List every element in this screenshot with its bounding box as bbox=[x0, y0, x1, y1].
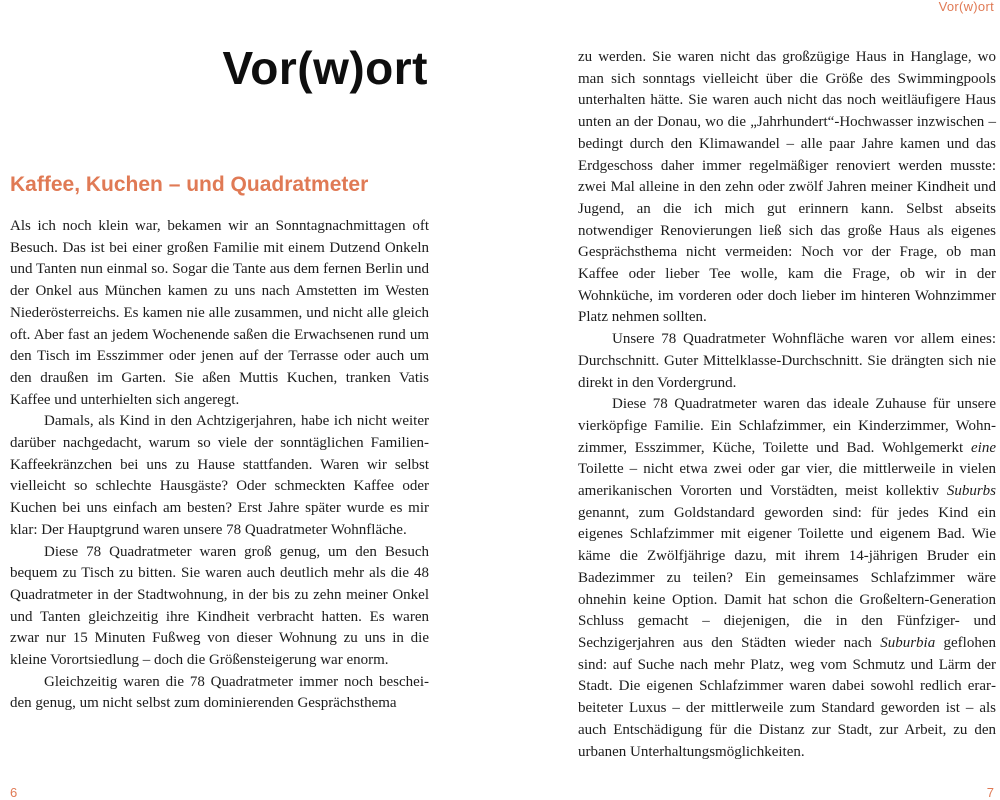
paragraph bbox=[578, 394, 996, 763]
paragraph: Gleichzeitig waren die 78 Quadratmeter immer noch bescheiden genug, um nicht selbst zum dominierenden Gesprächsthema bbox=[10, 673, 429, 712]
emphasis-text: Suburbs bbox=[946, 483, 996, 500]
paragraph: Damals, als Kind in den Achtzigerjahren, habe ich nicht weiter darüber nachgedacht, warum so viele der sonntäglichen Familien-Kaffeekränzchen bei uns zu Hause stattfanden. Waren wir selbst vielleicht so schlechte Hausgäste? Oder schmeckten Kaffee oder Kuchen bei uns einfach am besten? Erst Jahre später wurde es mir klar: Der Hauptgrund waren unsere 78 Quadratmeter Wohnfläche. bbox=[10, 413, 429, 538]
text-run: Diese 78 Quadratmeter waren das ideale Zuhause für unsere vierköpfige Familie. Ein Schlafzimmer, ein Kinderzimmer, Wohnzimmer, Esszimmer, Küche, Toilette und Bad. Wohlgemerkt bbox=[578, 396, 996, 456]
page-number-right: 7 bbox=[986, 785, 994, 800]
left-page-column bbox=[10, 216, 429, 715]
paragraph: zu werden. Sie waren nicht das großzügige Haus in Hanglage, wo man sich sonntags vielleicht über die Größe des Swimmingpools unterhalten hätte. Sie waren auch nicht das noch weitläufigere Haus unten an der Donau, wo die „Jahrhundert“-Hochwasser inzwischen – bedingt durch den Klimawandel – alle paar Jahre kamen und das Erdgeschoss daher immer regelmäßiger renoviert werden musste: zwei Mal alleine in den zehn oder zwölf Jahren meiner Kindheit und Jugend, an die ich mich gut erinnern kann. Selbst abseits notwendiger Renovierungen ließ sich das große Haus als eigenes Gesprächsthema nicht vermeiden: Noch vor der Frage, ob man Kaffee oder lieber Tee wolle, kam die Frage, ob wir in der Wohnküche, im vorderen oder doch lieber im hinteren Wohnzimmer Platz nehmen sollten. bbox=[578, 49, 996, 326]
emphasis-text: Suburbia bbox=[880, 634, 936, 651]
page-number-left: 6 bbox=[10, 785, 18, 800]
text-run: geflohen sind: auf Suche nach mehr Platz, weg vom Schmutz und Lärm der Stadt. Die eigenen Schlafzimmer waren dabei sowohl redlich erarbeiteter Luxus – der mittlerweile zum Standard geworden ist – als auch Entschädigung für die Distanz zur Stadt, zur Arbeit, zu den urbanen Unterhaltungsmöglichkeiten. bbox=[578, 634, 996, 760]
paragraph: Unsere 78 Quadratmeter Wohnfläche waren vor allem eines: Durchschnitt. Guter Mittelklasse-Durchschnitt. Sie drängten sich nie direkt in den Vordergrund. bbox=[578, 331, 996, 391]
section-heading: Kaffee, Kuchen – und Quadratmeter bbox=[10, 173, 369, 196]
text-run: genannt, zum Goldstandard geworden sind: für jedes Kind ein eigenes Schlafzimmer mit eigener Toilette und eigenem Bad. Wie käme die Zwölfjährige dazu, mit ihrem 14-jährigen Bruder ein Badezimmer zu teilen? Ein gemeinsames Schlafzimmer wäre ohnehin keine Option. Damit hat schon die Großeltern-Generation Schluss gemacht – diejenigen, die in den Fünfziger- und Sechzigerjahren aus den Städten wieder nach bbox=[578, 504, 996, 651]
running-head: Vor(w)ort bbox=[938, 0, 994, 14]
text-run: Toilette – nicht etwa zwei oder gar vier, die mittlerweile in vielen amerikanischen Vororten und Vorstädten, meist kollektiv bbox=[578, 461, 996, 500]
paragraph: Als ich noch klein war, bekamen wir an Sonntagnachmittagen oft Besuch. Das ist bei einer großen Familie mit einem Dutzend Onkeln und Tanten nun einmal so. Sogar die Tante aus dem fernen Berlin und der Onkel aus München kamen zu uns nach Amstetten im Westen Niederösterreichs. Es kamen nie alle zusammen, und nicht alle gleich oft. Aber fast an jedem Wochenende saßen die Erwachsenen rund um den Tisch im Esszimmer oder jenen auf der Terrasse oder auch um den draußen im Garten. Sie aßen Muttis Kuchen, tranken Vatis Kaffee und unterhielten sich angeregt. bbox=[10, 218, 429, 408]
paragraph: Diese 78 Quadratmeter waren groß genug, um den Besuch bequem zu Tisch zu bitten. Sie waren auch deutlich mehr als die 48 Quadratmeter in der Stadtwohnung, in der bis zu zehn meiner Onkel und Tanten gleichzeitig ihre Kindheit verbracht hatten. Es waren zwar nur 15 Minuten Fußweg von dieser Wohnung zu uns in die kleine Vorortsiedlung – doch die Größensteigerung war enorm. bbox=[10, 543, 429, 669]
emphasis-text: eine bbox=[971, 439, 996, 456]
chapter-title: Vor(w)ort bbox=[222, 42, 428, 94]
right-page-column bbox=[578, 47, 996, 763]
